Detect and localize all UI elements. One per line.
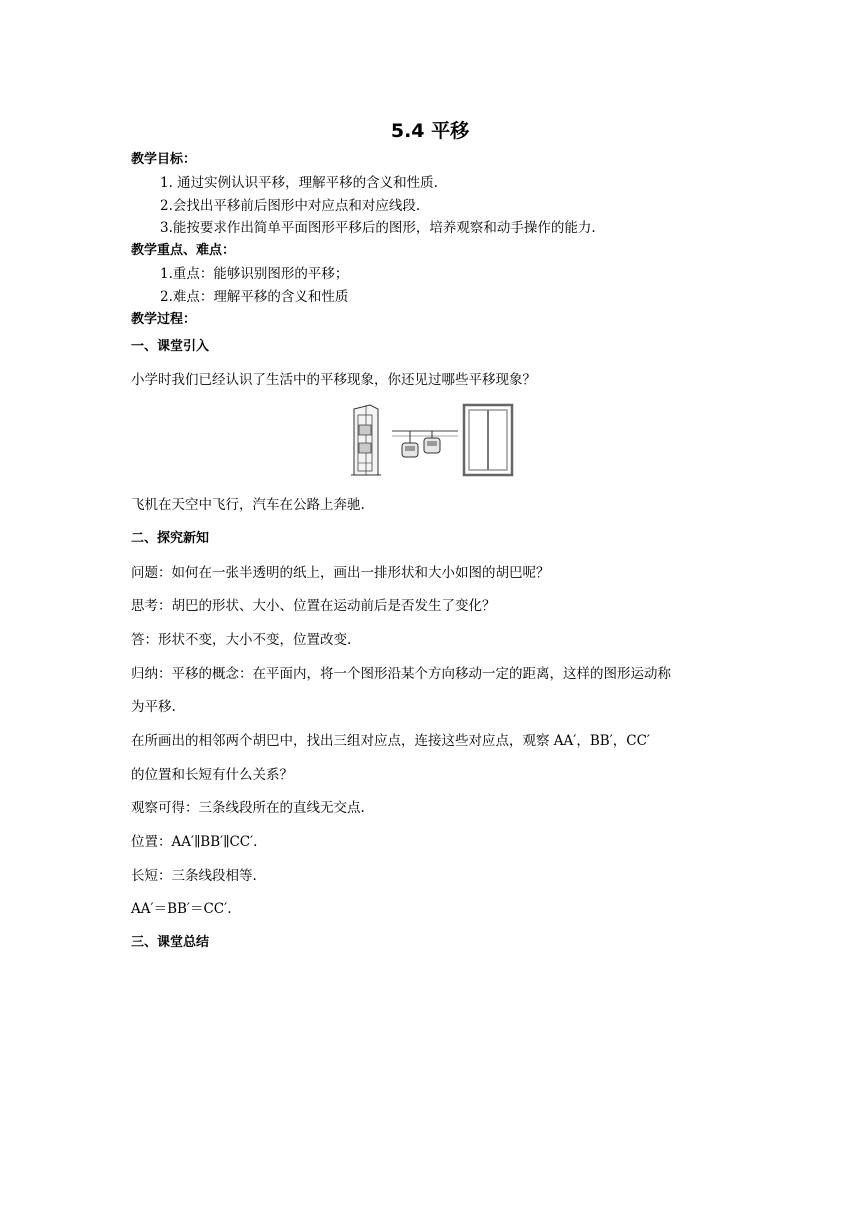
section2-line: 的位置和长短有什么关系？ — [131, 767, 293, 783]
section2-line: 在所画出的相邻两个胡巴中，找出三组对应点，连接这些对应点，观察 AA′，BB′，CC′ — [131, 733, 650, 749]
section2-line: 位置：AA′∥BB′∥CC′. — [131, 834, 258, 850]
section3-heading: 三、课堂总结 — [131, 935, 210, 950]
objectives-heading: 教学目标： — [131, 152, 197, 167]
key-points-heading: 教学重点、难点： — [131, 243, 236, 258]
section2-line: 长短：三条线段相等. — [131, 868, 257, 884]
cable-car-icon — [392, 431, 458, 457]
key-point-item: 1.重点：能够识别图形的平移； — [160, 266, 349, 282]
section2-line: 思考：胡巴的形状、大小、位置在运动前后是否发生了变化？ — [131, 598, 496, 614]
section2-line: 为平移. — [131, 699, 176, 715]
section2-heading: 二、探究新知 — [131, 531, 210, 546]
page-title: 5.4 平移 — [390, 120, 470, 142]
section1-intro: 小学时我们已经认识了生活中的平移现象，你还见过哪些平移现象？ — [131, 372, 536, 388]
objective-item: 2.会找出平移前后图形中对应点和对应线段. — [160, 198, 421, 214]
objective-item: 1. 通过实例认识平移，理解平移的含义和性质. — [160, 175, 438, 191]
key-point-item: 2.难点：理解平移的含义和性质 — [160, 289, 349, 305]
process-heading: 教学过程： — [131, 312, 197, 327]
sliding-window-icon — [464, 405, 512, 475]
translation-examples-figure — [348, 403, 516, 479]
section2-line: AA′＝BB′＝CC′. — [131, 901, 232, 917]
elevator-building-icon — [351, 405, 381, 475]
section2-line: 问题：如何在一张半透明的纸上，画出一排形状和大小如图的胡巴呢？ — [131, 565, 550, 581]
section2-line: 观察可得：三条线段所在的直线无交点. — [131, 800, 365, 816]
section1-heading: 一、课堂引入 — [131, 339, 210, 354]
objective-item: 3.能按要求作出简单平面图形平移后的图形，培养观察和动手操作的能力. — [160, 220, 596, 236]
section2-line: 归纳：平移的概念：在平面内，将一个图形沿某个方向移动一定的距离，这样的图形运动称 — [131, 666, 671, 682]
section1-after-figure: 飞机在天空中飞行，汽车在公路上奔驰. — [131, 497, 365, 513]
section2-line: 答：形状不变，大小不变，位置改变. — [131, 632, 352, 648]
